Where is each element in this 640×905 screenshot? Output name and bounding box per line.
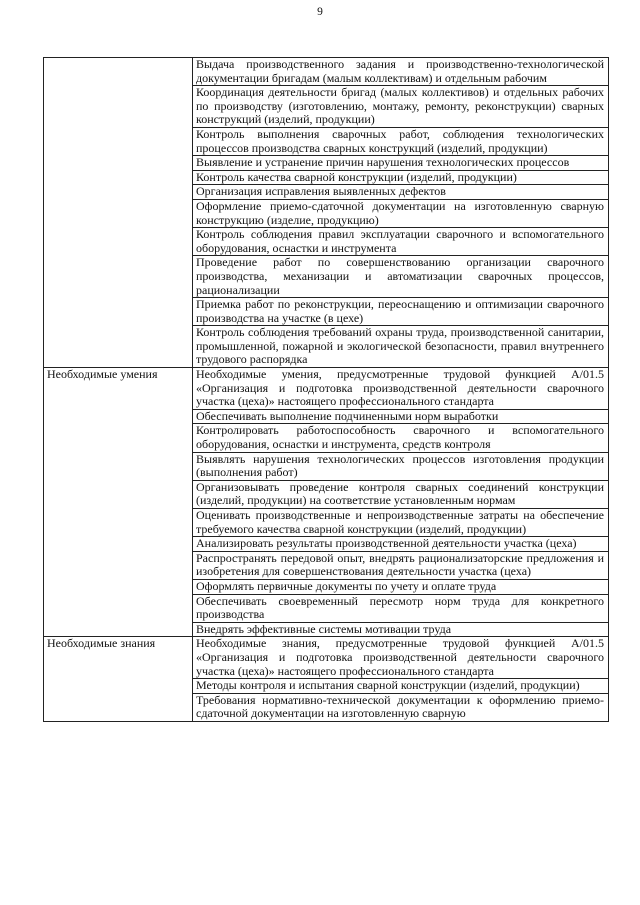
requirement-item: Проведение работ по совершенствованию организации сварочного производства, механизации и автоматизации сварочных процессов, рационализации — [193, 256, 609, 298]
requirement-item: Необходимые знания, предусмотренные трудовой функцией А/01.5 «Организация и подготовка производственной деятельности сварочного участка (цеха)» настоящего профессионального стандарта — [193, 637, 609, 679]
requirement-item: Организовывать проведение контроля сварных соединений конструкции (изделий, продукции) на соответствие установленным нормам — [193, 480, 609, 508]
requirement-item: Выявлять нарушения технологических процессов изготовления продукции (выполнения работ) — [193, 452, 609, 480]
requirement-item: Оценивать производственные и непроизводственные затраты на обеспечение требуемого качества сварной конструкции (изделий, продукции) — [193, 509, 609, 537]
section-label: Необходимые знания — [44, 637, 193, 722]
requirement-item: Оформление приемо-сдаточной документации на изготовленную сварную конструкцию (изделие, продукцию) — [193, 199, 609, 227]
requirement-item: Внедрять эффективные системы мотивации труда — [193, 622, 609, 637]
requirement-item: Контролировать работоспособность сварочного и вспомогательного оборудования, оснастки и инструмента, средств контроля — [193, 424, 609, 452]
requirement-item: Обеспечивать выполнение подчиненными норм выработки — [193, 409, 609, 424]
requirement-item: Организация исправления выявленных дефектов — [193, 185, 609, 200]
table-row — [44, 637, 609, 679]
requirement-item: Анализировать результаты производственной деятельности участка (цеха) — [193, 537, 609, 552]
requirement-item: Оформлять первичные документы по учету и оплате труда — [193, 579, 609, 594]
page-number: 9 — [317, 6, 323, 18]
requirement-item: Методы контроля и испытания сварной конструкции (изделий, продукции) — [193, 679, 609, 694]
requirement-item: Выдача производственного задания и производственно-технологической документации бригадам (малым коллективам) и отдельным рабочим — [193, 58, 609, 86]
requirement-item: Требования нормативно-технической документации к оформлению приемо-сдаточной документации на изготовленную сварную — [193, 693, 609, 721]
requirement-item: Распространять передовой опыт, внедрять рационализаторские предложения и изобретения для совершенствования деятельности участка (цеха) — [193, 551, 609, 579]
requirement-item: Контроль соблюдения требований охраны труда, производственной санитарии, промышленной, пожарной и экологической безопасности, правил внутреннего трудового распорядка — [193, 326, 609, 368]
requirement-item: Контроль соблюдения правил эксплуатации сварочного и вспомогательного оборудования, оснастки и инструмента — [193, 228, 609, 256]
labor-function-table — [43, 57, 609, 722]
table-row — [44, 58, 609, 86]
requirement-item: Координация деятельности бригад (малых коллективов) и отдельных рабочих по производству (изготовлению, монтажу, ремонту, реконструкции) сварных конструкций (изделий, продукции) — [193, 86, 609, 128]
table-body — [44, 58, 609, 722]
requirement-item: Необходимые умения, предусмотренные трудовой функцией А/01.5 «Организация и подготовка производственной деятельности сварочного участка (цеха)» настоящего профессионального стандарта — [193, 368, 609, 410]
section-label: Необходимые умения — [44, 368, 193, 637]
requirement-item: Обеспечивать своевременный пересмотр норм труда для конкретного производства — [193, 594, 609, 622]
requirement-item: Контроль выполнения сварочных работ, соблюдения технологических процессов производства сварных конструкций (изделий, продукции) — [193, 127, 609, 155]
requirement-item: Приемка работ по реконструкции, переоснащению и оптимизации сварочного производства на участке (в цехе) — [193, 298, 609, 326]
table-row — [44, 368, 609, 410]
requirement-item: Контроль качества сварной конструкции (изделий, продукции) — [193, 170, 609, 185]
section-label — [44, 58, 193, 368]
requirement-item: Выявление и устранение причин нарушения технологических процессов — [193, 156, 609, 171]
